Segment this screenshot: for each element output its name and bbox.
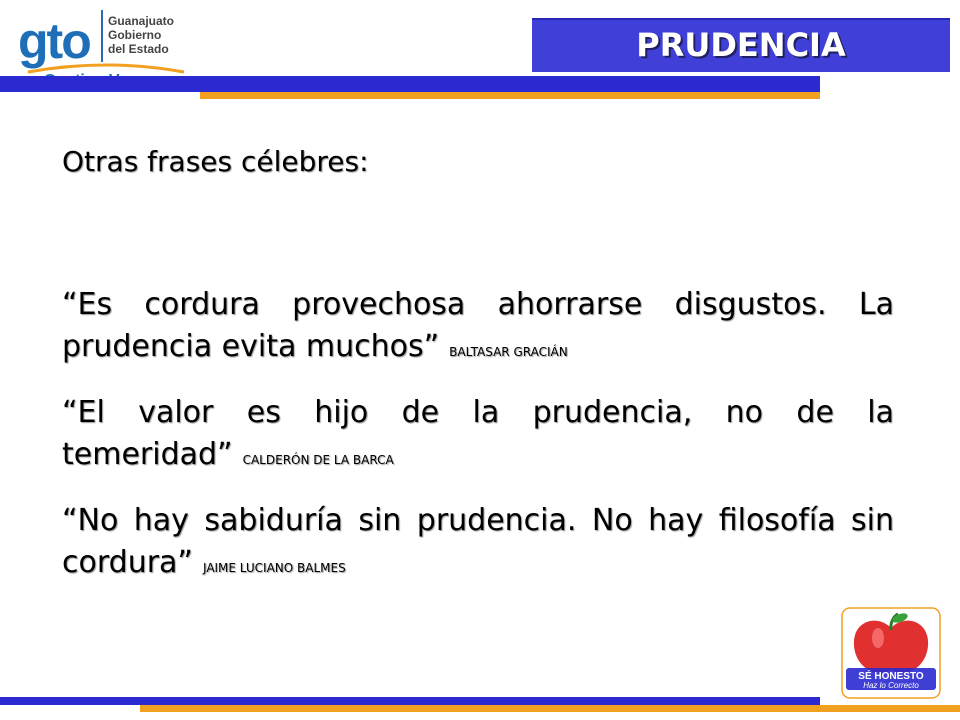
gov-line-1: Guanajuato <box>108 14 175 28</box>
badge-line-2: Haz lo Correcto <box>863 681 919 690</box>
gov-line-2: Gobierno <box>108 28 162 42</box>
quote-author: BALTASAR GRACIÁN <box>449 345 568 359</box>
quote-text: “El valor es hijo de la prudencia, no de la temeridad” <box>62 395 894 472</box>
top-blue-bar <box>0 76 820 92</box>
bottom-orange-bar <box>140 705 960 712</box>
gto-wordmark: gto <box>18 13 90 69</box>
quote-author: CALDERÓN DE LA BARCA <box>242 453 394 467</box>
page-title: PRUDENCIA <box>636 26 846 64</box>
title-banner <box>532 18 950 72</box>
government-label <box>108 14 198 56</box>
quote-author: JAIME LUCIANO BALMES <box>202 561 346 575</box>
logo-divider <box>101 10 103 62</box>
bottom-blue-bar <box>0 697 820 705</box>
quote-2 <box>62 392 894 481</box>
quote-text: “No hay sabiduría sin prudencia. No hay filosofía sin cordura” <box>62 503 894 580</box>
gov-line-3: del Estado <box>108 42 169 56</box>
badge-line-1: SÉ HONESTO <box>858 671 924 682</box>
section-subtitle: Otras frases célebres: <box>62 145 369 178</box>
top-orange-bar <box>200 92 820 99</box>
quote-1 <box>62 284 894 373</box>
quote-3 <box>62 500 894 589</box>
quote-text: “Es cordura provechosa ahorrarse disgustos. La prudencia evita muchos” <box>62 287 894 364</box>
se-honesto-apple-icon <box>838 606 944 700</box>
